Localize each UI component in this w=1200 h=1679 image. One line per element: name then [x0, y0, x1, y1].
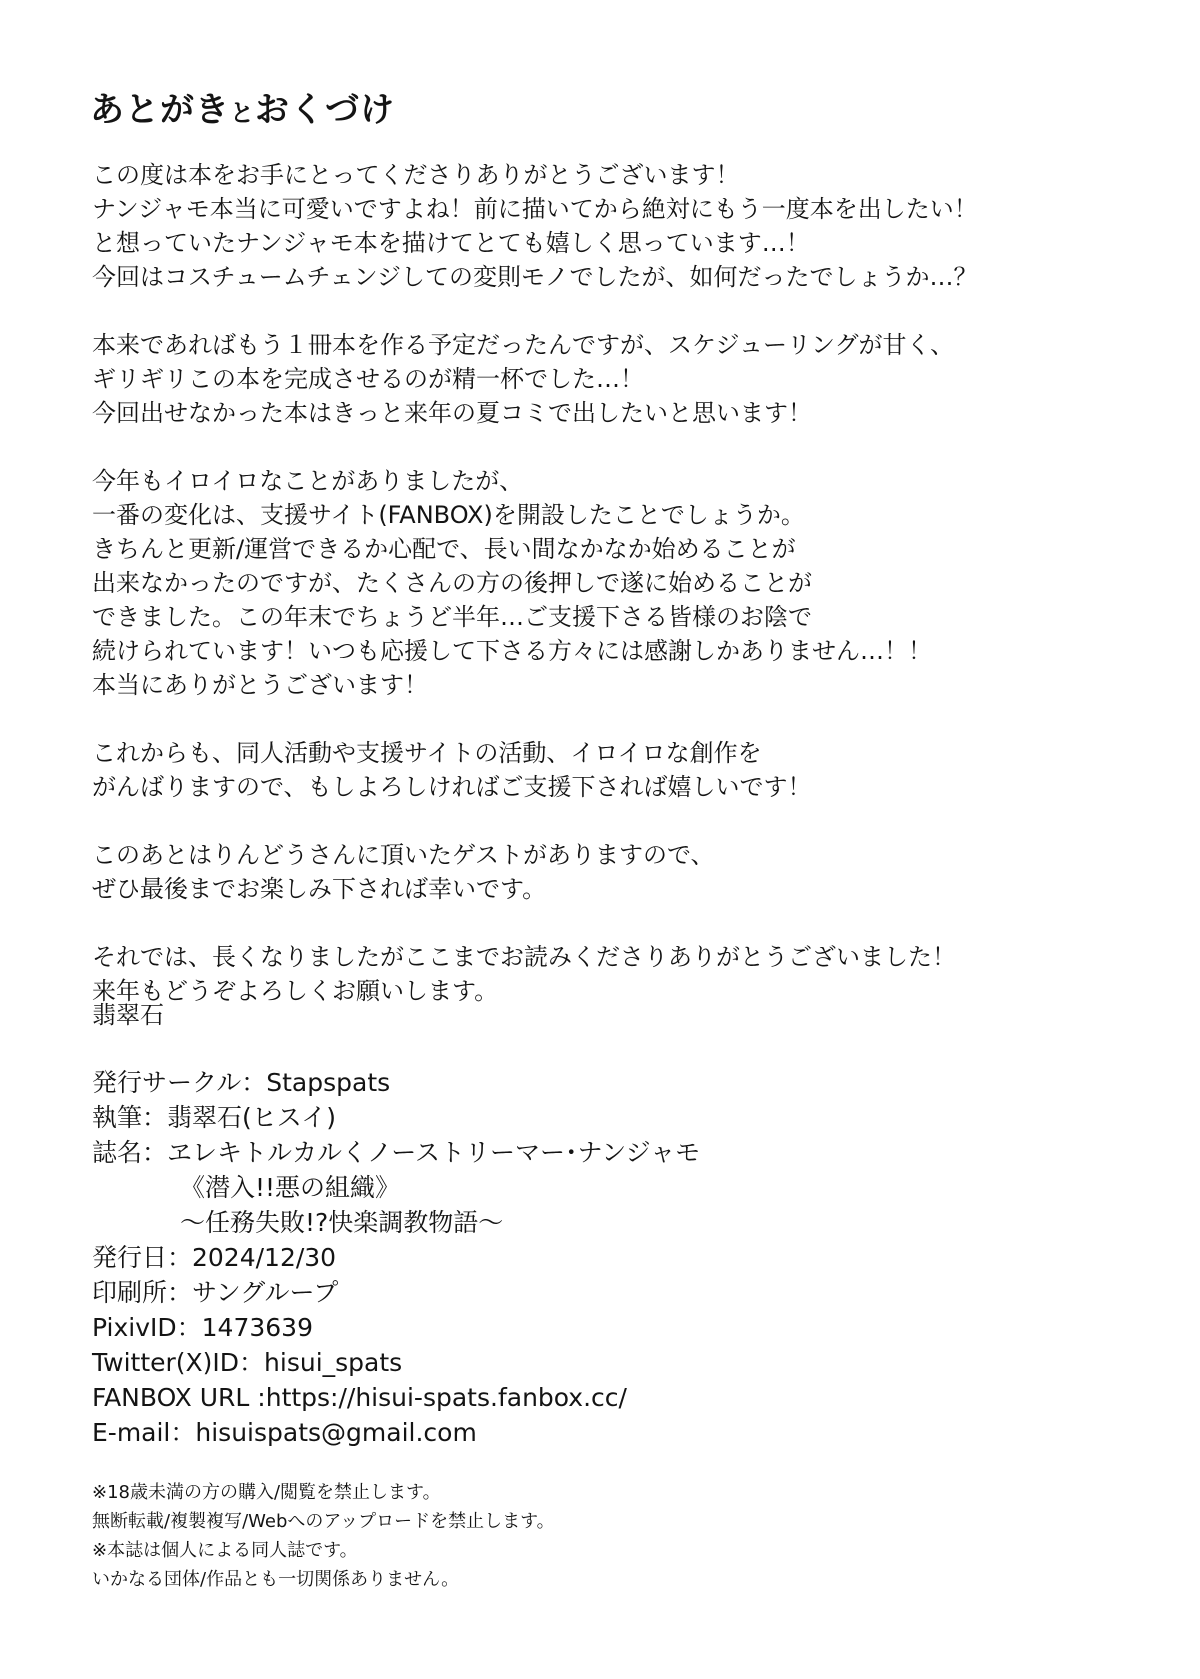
text-line: ナンジャモ本当に可愛いですよね！前に描いてから絶対にもう一度本を出したい！ [92, 195, 978, 223]
text-line: 今回はコスチュームチェンジしての変則モノでしたが、如何だったでしょうか…？ [92, 263, 978, 291]
text-line: 続けられています！いつも応援して下さる方々には感謝しかありません…！！ [92, 637, 932, 665]
page-title [90, 82, 395, 131]
colophon-title-line-2: 《潜入!!悪の組織》 [180, 1173, 401, 1202]
colophon-fanbox-url: FANBOX URL :https://hisui-spats.fanbox.cc/ [92, 1383, 627, 1412]
notice-line: ※本誌は個人による同人誌です。 [92, 1540, 358, 1561]
paragraph-1 [92, 158, 1172, 294]
text-line: 出来なかったのですが、たくさんの方の後押しで遂に始めることが [92, 569, 812, 597]
text-line: ギリギリこの本を完成させるのが精一杯でした…！ [92, 365, 644, 393]
colophon [92, 1065, 1172, 1450]
colophon-date: 発行日：2024/12/30 [92, 1243, 337, 1272]
text-line: 今年もイロイロなことがありましたが、 [92, 467, 524, 495]
notice-line: 無断転載/複製複写/Webへのアップロードを禁止します。 [92, 1511, 555, 1532]
text-line: 来年もどうぞよろしくお願いします。 [92, 977, 499, 1005]
paragraph-5 [92, 838, 1172, 906]
colophon-printer: 印刷所：サングループ [92, 1278, 339, 1307]
colophon-circle: 発行サークル：Stapspats [92, 1068, 391, 1097]
paragraph-4 [92, 736, 1172, 804]
afterword-body [92, 158, 1172, 1042]
text-line: このあとはりんどうさんに頂いたゲストがありますので、 [92, 841, 715, 869]
text-line: 一番の変化は、支援サイト(FANBOX)を開設したことでしょうか。 [92, 501, 805, 529]
paragraph-2 [92, 328, 1172, 430]
paragraph-3 [92, 464, 1172, 702]
text-line: がんばりますので、もしよろしければご支援下されば嬉しいです！ [92, 773, 812, 801]
text-line: 本来であればもう１冊本を作る予定だったんですが、スケジューリングが甘く、 [92, 331, 955, 359]
text-line: と想っていたナンジャモ本を描けてとても嬉しく思っています…！ [92, 229, 810, 257]
notice-line: ※18歳未満の方の購入/閲覧を禁止します。 [92, 1482, 441, 1503]
colophon-author: 執筆：翡翠石(ヒスイ) [92, 1103, 337, 1132]
notice-line: いかなる団体/作品とも一切関係ありません。 [92, 1569, 460, 1590]
title-main-b: おくづけ [255, 90, 395, 130]
colophon-title-line-3: ～任務失敗!?快楽調教物語～ [180, 1208, 504, 1237]
colophon-twitter-id: Twitter(X)ID：hisui_spats [92, 1348, 403, 1377]
text-line: この度は本をお手にとってくださりありがとうございます！ [92, 161, 740, 189]
author-signature: 翡翠石 [92, 1001, 164, 1029]
text-line: 今回出せなかった本はきっと来年の夏コミで出したいと思います！ [92, 399, 812, 427]
text-line: できました。この年末でちょうど半年…ご支援下さる皆様のお陰で [92, 603, 812, 631]
title-small: と [230, 99, 255, 127]
title-main-a: あとがき [90, 90, 230, 130]
text-line: きちんと更新/運営できるか心配で、長い間なかなか始めることが [92, 535, 796, 563]
text-line: 本当にありがとうございます！ [92, 671, 428, 699]
text-line: これからも、同人活動や支援サイトの活動、イロイロな創作を [92, 739, 762, 767]
text-line: それでは、長くなりましたがここまでお読みくださりありがとうございました！ [92, 943, 956, 971]
text-line: ぜひ最後までお楽しみ下されば幸いです。 [92, 875, 547, 903]
colophon-email: E-mail：hisuispats@gmail.com [92, 1418, 477, 1447]
colophon-title-line-1: 誌名：ヱレキトルカルくノーストリーマー･ナンジャモ [92, 1138, 701, 1167]
colophon-pixiv-id: PixivID：1473639 [92, 1313, 313, 1342]
paragraph-6 [92, 940, 1172, 1008]
legal-notice [92, 1478, 1172, 1594]
